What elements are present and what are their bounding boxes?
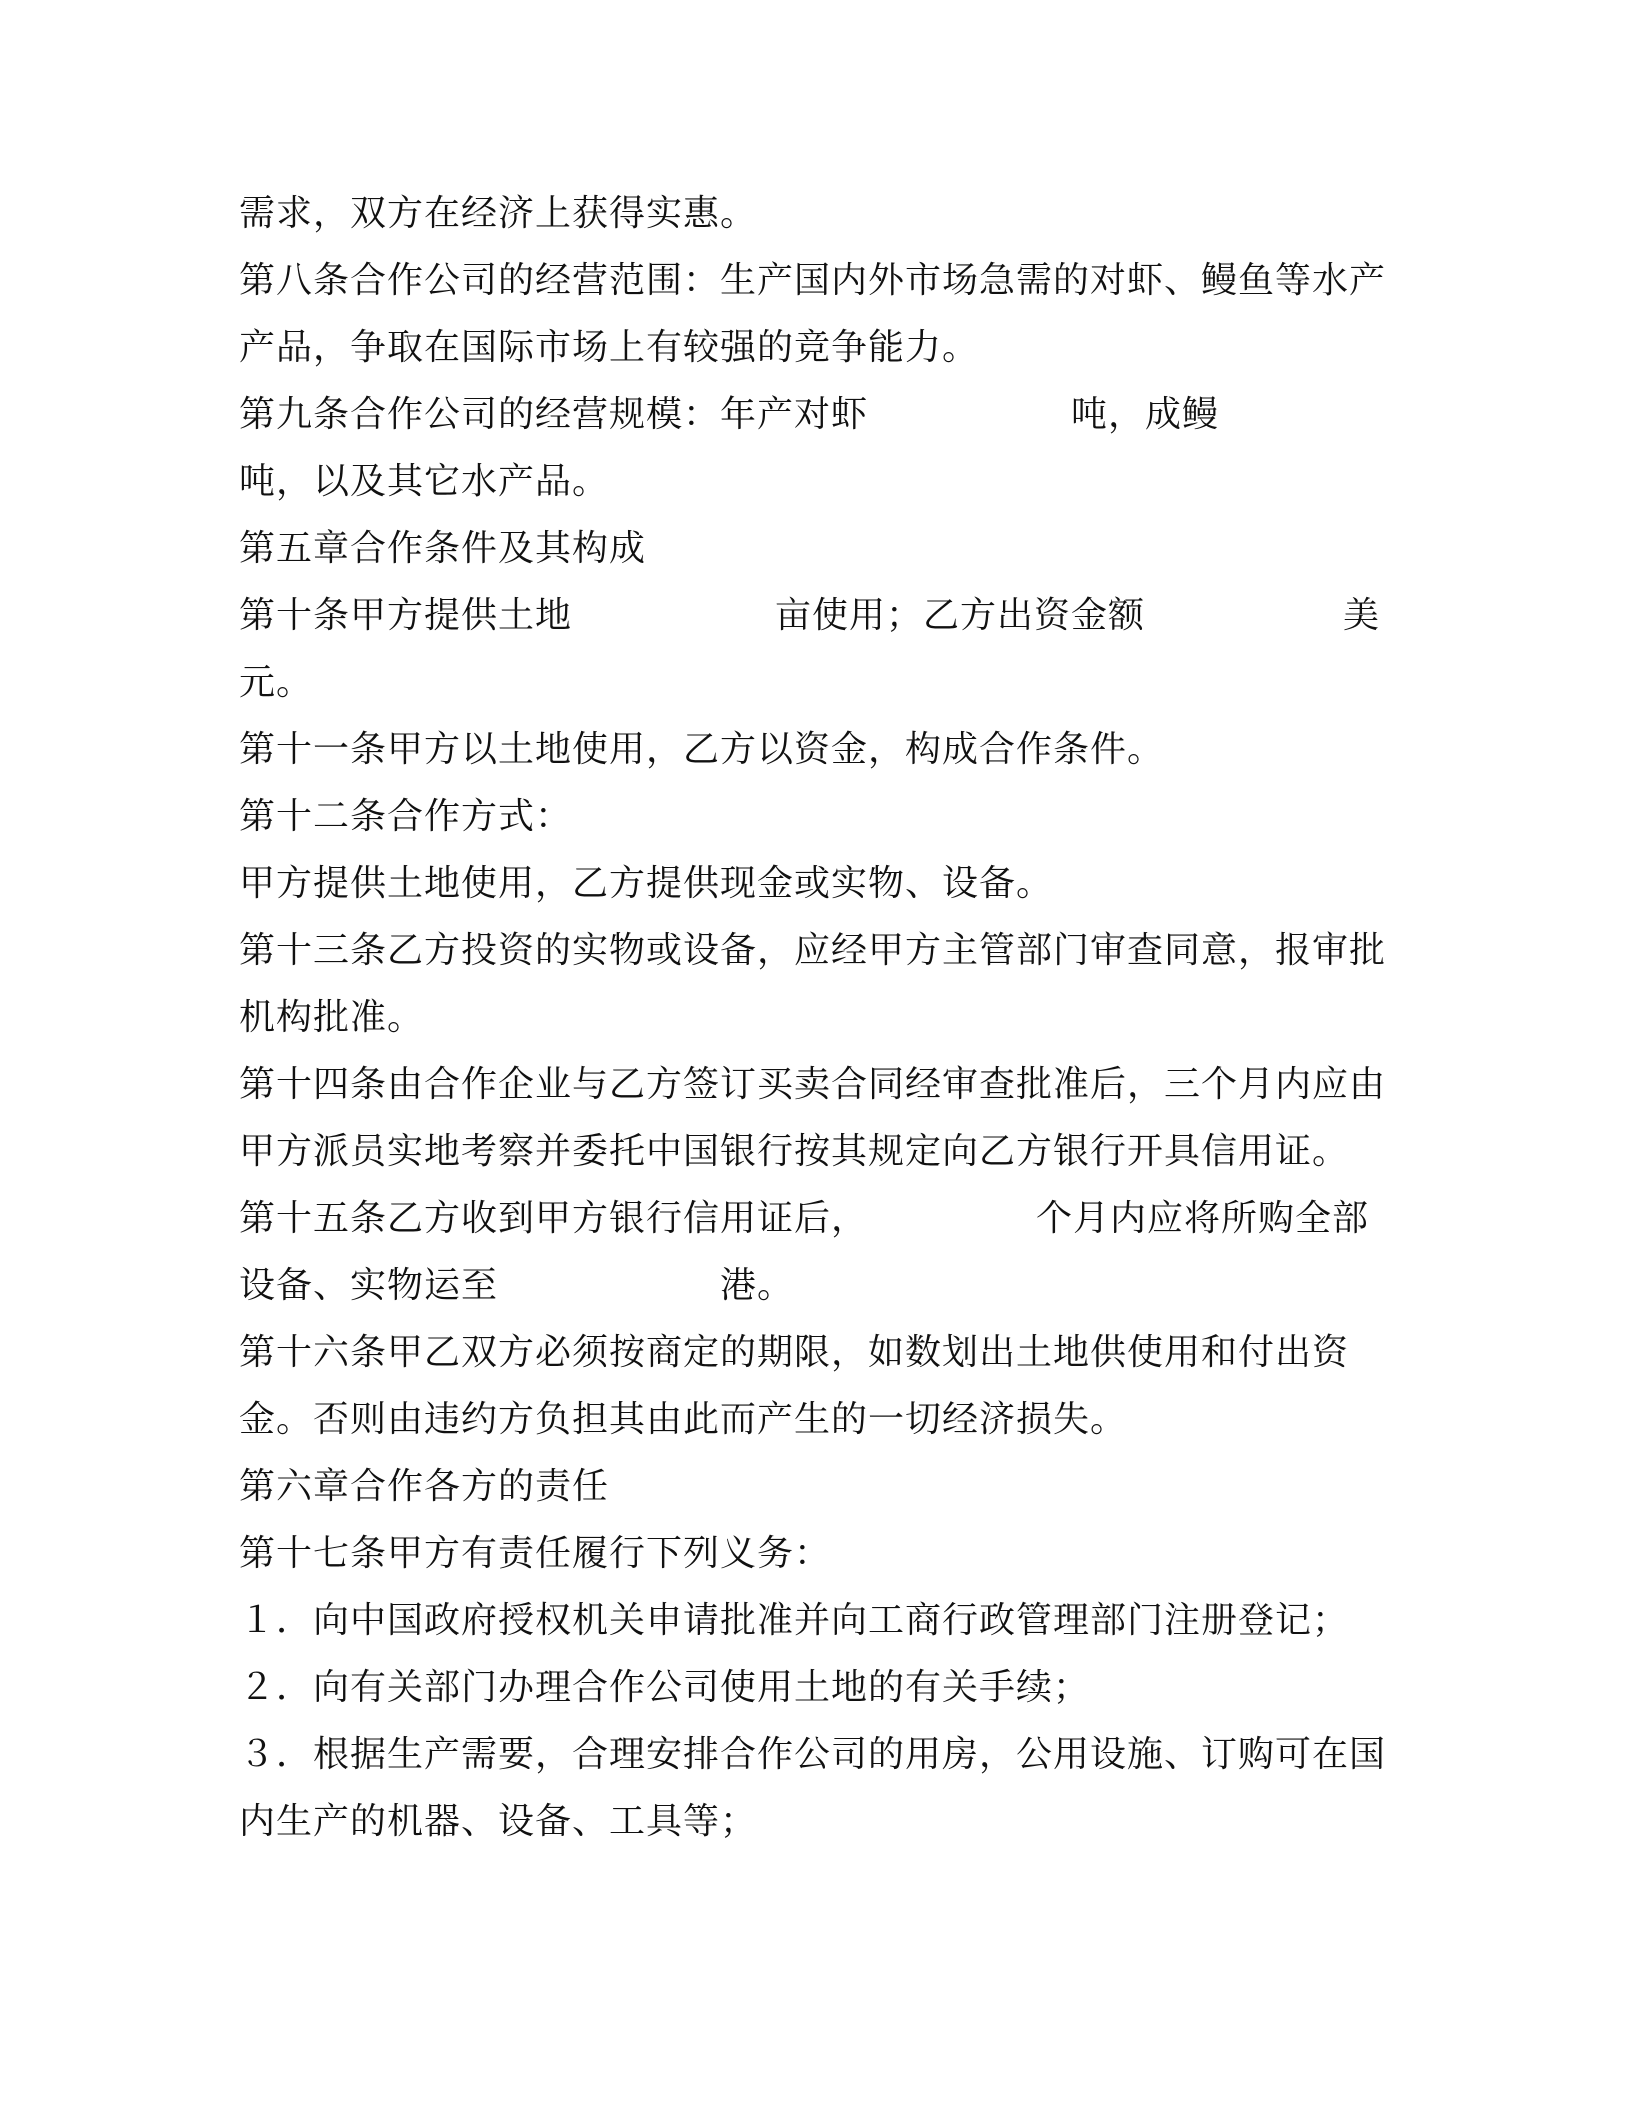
text-line: 金。否则由违约方负担其由此而产生的一切经济损失。 bbox=[239, 1399, 1128, 1440]
text-line bbox=[239, 1264, 1399, 1308]
article-9 bbox=[239, 393, 1399, 437]
text-line: 吨，以及其它水产品。 bbox=[239, 461, 610, 502]
article-12: 第十二条合作方式： bbox=[239, 796, 573, 837]
article-8: 第八条合作公司的经营范围：生产国内外市场急需的对虾、鳗鱼等水产 bbox=[239, 260, 1387, 301]
text-line: 需求，双方在经济上获得实惠。 bbox=[239, 193, 758, 234]
text-line: 内生产的机器、设备、工具等； bbox=[239, 1801, 758, 1842]
text-line: 机构批准。 bbox=[239, 997, 425, 1038]
article-15 bbox=[239, 1197, 1399, 1241]
text-segment: 亩使用；乙方出资金额 bbox=[775, 595, 1146, 636]
chapter-6-heading: 第六章合作各方的责任 bbox=[239, 1466, 610, 1507]
text-segment: 第九条合作公司的经营规模：年产对虾 bbox=[239, 394, 869, 435]
text-line: 产品，争取在国际市场上有较强的竞争能力。 bbox=[239, 327, 980, 368]
text-segment: 美 bbox=[1343, 595, 1381, 636]
text-line: 甲方派员实地考察并委托中国银行按其规定向乙方银行开具信用证。 bbox=[239, 1131, 1350, 1172]
text-segment: 吨，成鳗 bbox=[1071, 394, 1220, 435]
text-segment: 个月内应将所购全部 bbox=[1036, 1198, 1370, 1239]
text-segment: 第十条甲方提供土地 bbox=[239, 595, 573, 636]
article-10 bbox=[239, 594, 1399, 638]
text-line: 甲方提供土地使用，乙方提供现金或实物、设备。 bbox=[239, 863, 1054, 904]
article-17: 第十七条甲方有责任履行下列义务： bbox=[239, 1533, 832, 1574]
article-16: 第十六条甲乙双方必须按商定的期限，如数划出土地供使用和付出资 bbox=[239, 1332, 1350, 1373]
chapter-5-heading: 第五章合作条件及其构成 bbox=[239, 528, 647, 569]
list-item: １．向中国政府授权机关申请批准并向工商行政管理部门注册登记； bbox=[239, 1600, 1350, 1641]
article-13: 第十三条乙方投资的实物或设备，应经甲方主管部门审查同意，报审批 bbox=[239, 930, 1387, 971]
text-line: 元。 bbox=[239, 662, 314, 703]
article-11: 第十一条甲方以土地使用，乙方以资金，构成合作条件。 bbox=[239, 729, 1165, 770]
list-item: ３．根据生产需要，合理安排合作公司的用房，公用设施、订购可在国 bbox=[239, 1734, 1387, 1775]
text-segment: 港。 bbox=[720, 1265, 795, 1306]
list-item: ２．向有关部门办理合作公司使用土地的有关手续； bbox=[239, 1667, 1091, 1708]
article-14: 第十四条由合作企业与乙方签订买卖合同经审查批准后，三个月内应由 bbox=[239, 1064, 1387, 1105]
text-segment: 第十五条乙方收到甲方银行信用证后， bbox=[239, 1198, 869, 1239]
text-segment: 设备、实物运至 bbox=[239, 1265, 499, 1306]
